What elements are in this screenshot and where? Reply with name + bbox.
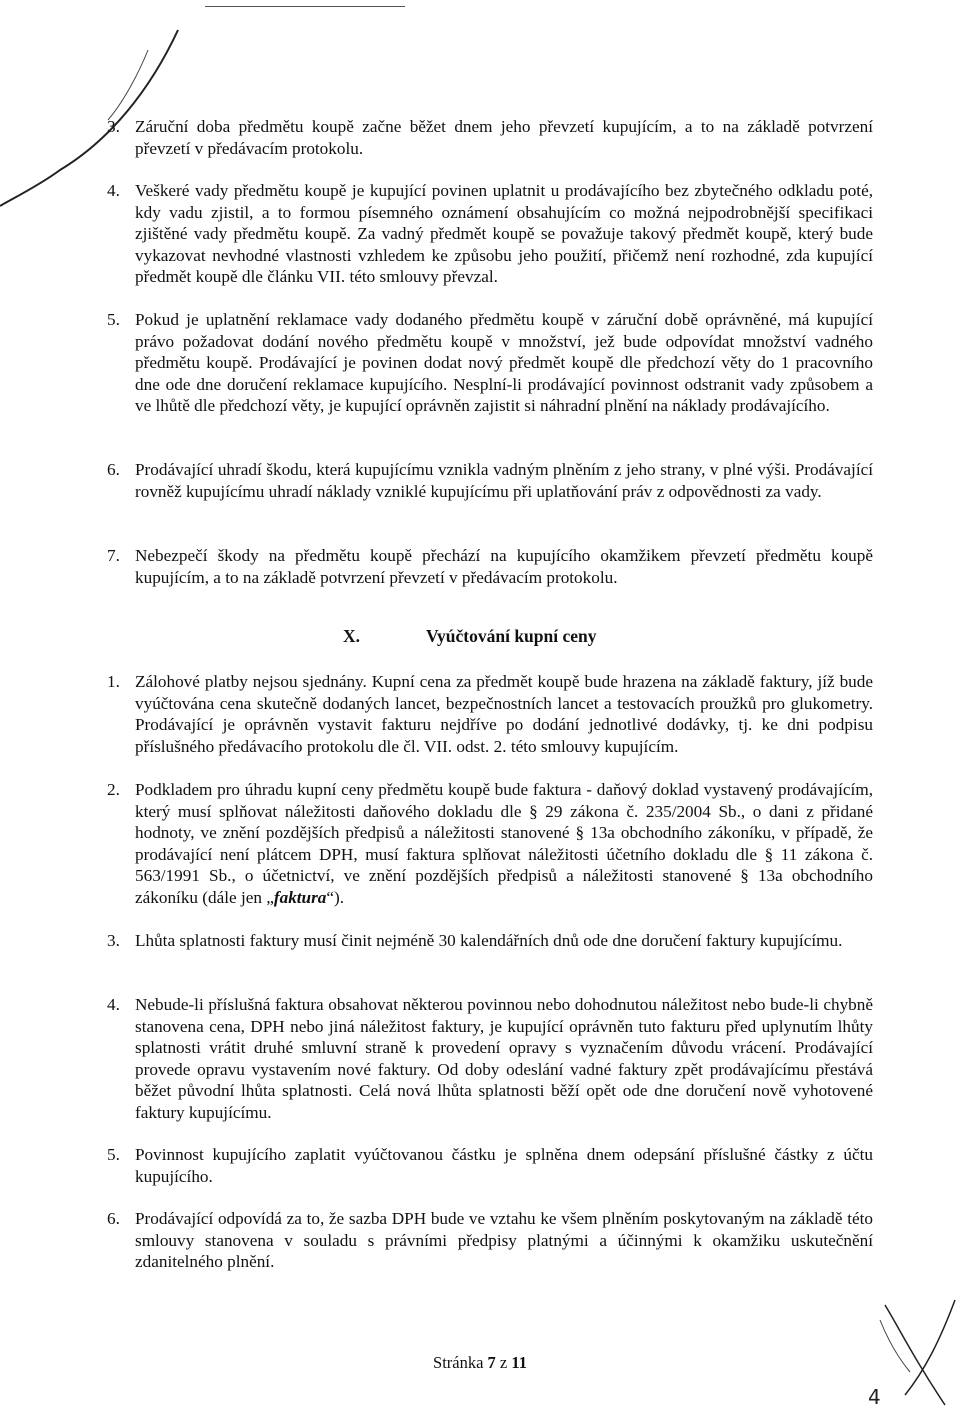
footer-total: 11 — [511, 1353, 527, 1372]
list-item — [107, 779, 873, 908]
footer-sep: z — [499, 1353, 508, 1372]
item-text: Povinnost kupujícího zaplatit vyúčtovanou částku je splněna dnem odepsání příslušné částky z účtu kupujícího. — [135, 1145, 873, 1186]
footer-prefix: Stránka — [433, 1353, 484, 1372]
footer-page: 7 — [487, 1353, 496, 1372]
list-item — [107, 116, 873, 159]
section-number: X. — [343, 626, 361, 646]
list-item — [107, 930, 873, 952]
item-text: Nebude-li příslušná faktura obsahovat některou povinnou nebo dohodnutou náležitost nebo bude-li chybně stanovena cena, DPH nebo jiná náležitost faktury, je kupující oprávněn tuto fakturu před uplynutím lhůty splatnosti vrátit druhé smluvní straně k provedení opravy s vyznačením důvodu vrácení. Prodávající provede opravu vystavením nové faktury. Od doby odeslání vadné faktury zpět prodávajícímu přestává běžet původní lhůta splatnosti. Celá nová lhůta splatnosti běží opět ode dne doručení nově vyhotovené faktury kupujícímu. — [135, 995, 873, 1122]
list-item — [107, 180, 873, 288]
list-item — [107, 545, 873, 588]
list-item — [107, 309, 873, 417]
item-text: Lhůta splatnosti faktury musí činit nejméně 30 kalendářních dnů ode dne doručení faktury kupujícímu. — [135, 931, 843, 950]
item-number: 7. — [107, 546, 120, 565]
item-text: Veškeré vady předmětu koupě je kupující povinen uplatnit u prodávajícího bez zbytečného odkladu poté, kdy vadu zjistil, a to formou písemného oznámení obsahujícím co možná nejpodrobnější specifikaci zjištěné vady předmětu koupě. Za vadný předmět koupě se považuje takový předmět koupě, který bude vykazovat nevhodné vlastnosti vzhledem ke způsobu jeho použití, přičemž není rozhodné, zda kupující předmět koupě dle článku VII. této smlouvy převzal. — [135, 181, 873, 286]
item-text: Záruční doba předmětu koupě začne běžet dnem jeho převzetí kupujícím, a to na základě potvrzení převzetí v předávacím protokolu. — [135, 117, 873, 158]
item-number: 3. — [107, 117, 120, 136]
section-title: Vyúčtování kupní ceny — [426, 626, 597, 646]
item-number: 2. — [107, 780, 120, 799]
item-text: Prodávající odpovídá za to, že sazba DPH bude ve vztahu ke všem plněním poskytovaným na základě této smlouvy stanovena v souladu s právními předpisy platnými a účinnými k okamžiku uskutečnění zdanitelného plnění. — [135, 1209, 873, 1271]
item-number: 6. — [107, 460, 120, 479]
item-text-part: Podkladem pro úhradu kupní ceny předmětu koupě bude faktura - daňový doklad vystavený prodávajícím, který musí splňovat náležitosti daňového dokladu dle § 29 zákona č. 235/2004 Sb., o dani z přidané hodnoty, ve znění pozdějších předpisů a náležitosti stanovené § 13a obchodního zákoníku, v případě, že prodávající není plátcem DPH, musí faktura splňovat náležitosti účetního dokladu dle § 11 zákona č. 563/1991 Sb., o účetnictví, ve znění pozdějších předpisů a náležitosti stanovené § 13a obchodního zákoníku (dále jen „ — [135, 780, 873, 907]
item-number: 5. — [107, 310, 120, 329]
item-number: 4. — [107, 181, 120, 200]
item-text: Nebezpečí škody na předmětu koupě přechází na kupujícího okamžikem převzetí předmětu koupě kupujícím, a to na základě potvrzení převzetí v předávacím protokolu. — [135, 546, 873, 587]
item-number: 3. — [107, 931, 120, 950]
item-text — [135, 779, 873, 908]
item-text: Pokud je uplatnění reklamace vady dodaného předmětu koupě v záruční době oprávněné, má kupující právo požadovat dodání nového předmětu koupě v množství, jež bude odpovídat množství vadného předmětu koupě. Prodávající je povinen dodat nový předmět koupě dle předchozí věty do 1 pracovního dne ode dne doručení reklamace kupujícího. Nesplní-li prodávající povinnost odstranit vady způsobem a ve lhůtě dle předchozí věty, je kupující oprávněn zajistit si náhradní plnění na náklady prodávajícího. — [135, 310, 873, 415]
list-item — [107, 671, 873, 757]
item-number: 5. — [107, 1145, 120, 1164]
item-text: Zálohové platby nejsou sjednány. Kupní cena za předmět koupě bude hrazena na základě faktury, jíž bude vyúčtována cena skutečně dodaných lancet, bezpečnostních lancet a testovacích proužků pro glukometry. Prodávající je oprávněn vystavit fakturu nejdříve po dodání jednotlivé dodávky, tj. ke dni podpisu příslušného předávacího protokolu dle čl. VII. odst. 2. této smlouvy kupujícím. — [135, 672, 873, 756]
page-footer — [0, 1352, 960, 1374]
item-number: 6. — [107, 1209, 120, 1228]
item-number: 1. — [107, 672, 120, 691]
item-number: 4. — [107, 995, 120, 1014]
handwritten-mark: 4 — [868, 1385, 881, 1408]
item-text-part: “). — [326, 887, 345, 907]
defined-term: faktura — [273, 887, 327, 907]
item-text: Prodávající uhradí škodu, která kupujícímu vznikla vadným plněním z jeho strany, v plné výši. Prodávající rovněž kupujícímu uhradí náklady vzniklé kupujícímu při uplatňování práv z odpovědnosti za vady. — [135, 460, 873, 501]
list-item — [107, 459, 873, 502]
list-item — [107, 994, 873, 1123]
list-item — [107, 1144, 873, 1187]
list-item — [107, 1208, 873, 1273]
